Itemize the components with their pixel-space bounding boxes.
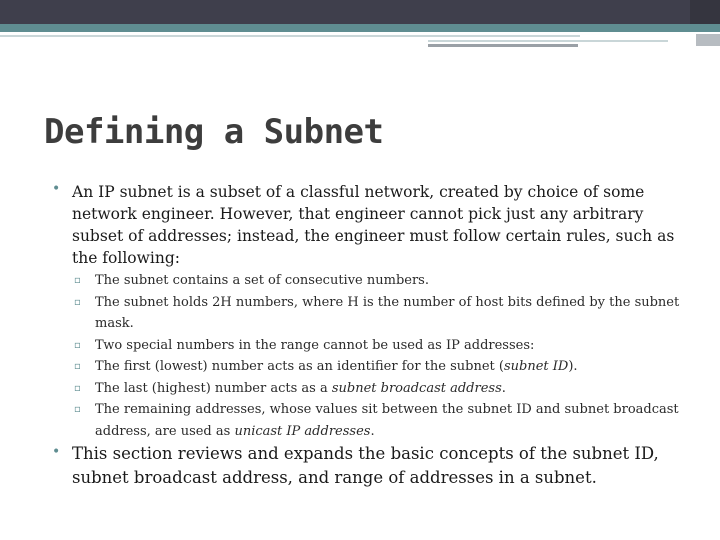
divider-line-right bbox=[428, 40, 668, 42]
sub-bullet-text: The subnet holds 2H numbers, where H is the number of host bits defined by the subnet mask. bbox=[95, 294, 680, 331]
bullet-marker: • bbox=[52, 444, 61, 460]
sub-bullet-marker: ▫ bbox=[74, 361, 81, 372]
sub-bullet-item bbox=[74, 399, 684, 442]
bullet-text: An IP subnet is a subset of a classful network, created by choice of some network engineer. However, that engineer cannot pick just any arbitrary subset of addresses; instead, the engineer must follow certain rules, such as the following: bbox=[72, 183, 675, 267]
divider-line-left bbox=[0, 35, 580, 37]
sub-bullet-text: The subnet contains a set of consecutive numbers. bbox=[95, 273, 429, 288]
sub-bullet-item bbox=[74, 292, 684, 335]
sub-bullet-marker: ▫ bbox=[74, 339, 81, 351]
sub-bullet-marker: ▫ bbox=[74, 275, 81, 286]
bullet-item bbox=[52, 442, 682, 490]
sub-bullet-item bbox=[74, 335, 684, 357]
bullet-list-top bbox=[52, 181, 682, 269]
sub-bullet-text-post: ). bbox=[568, 359, 578, 374]
sub-bullet-emphasis: subnet broadcast address bbox=[331, 380, 502, 396]
sub-bullet-emphasis: subnet ID bbox=[503, 359, 569, 374]
bullet-item bbox=[52, 181, 682, 269]
sub-bullet-marker: ▫ bbox=[74, 296, 81, 308]
bullet-marker: • bbox=[52, 181, 61, 197]
slide-title: Defining a Subnet bbox=[44, 112, 384, 152]
sub-bullet-text-post: . bbox=[501, 380, 506, 396]
bullet-list-bottom bbox=[52, 442, 682, 490]
sub-bullet-emphasis: unicast IP addresses bbox=[234, 423, 371, 439]
sub-bullet-item bbox=[74, 378, 684, 400]
sub-bullet-text-pre: The first (lowest) number acts as an identifier for the subnet ( bbox=[95, 359, 504, 374]
accent-band bbox=[0, 24, 720, 32]
sub-bullet-text-pre: The last (highest) number acts as a bbox=[95, 380, 332, 396]
header-bar-segment bbox=[690, 0, 720, 24]
sub-bullet-text: Two special numbers in the range cannot be used as IP addresses: bbox=[95, 337, 535, 353]
corner-block bbox=[696, 34, 720, 46]
sub-bullet-text-pre: The remaining addresses, whose values sit between the subnet ID and subnet broadcast address, are used as bbox=[95, 402, 679, 439]
header-bar bbox=[0, 0, 720, 24]
bullet-text: This section reviews and expands the basic concepts of the subnet ID, subnet broadcast address, and range of addresses in a subnet. bbox=[72, 444, 659, 487]
sub-bullet-marker: ▫ bbox=[74, 404, 81, 415]
sub-bullet-item bbox=[74, 270, 684, 292]
sub-bullet-marker: ▫ bbox=[74, 382, 81, 394]
sub-bullet-list bbox=[74, 270, 684, 442]
sub-bullet-item bbox=[74, 356, 684, 378]
divider-accent-block bbox=[428, 44, 578, 47]
sub-bullet-text-post: . bbox=[370, 423, 375, 439]
